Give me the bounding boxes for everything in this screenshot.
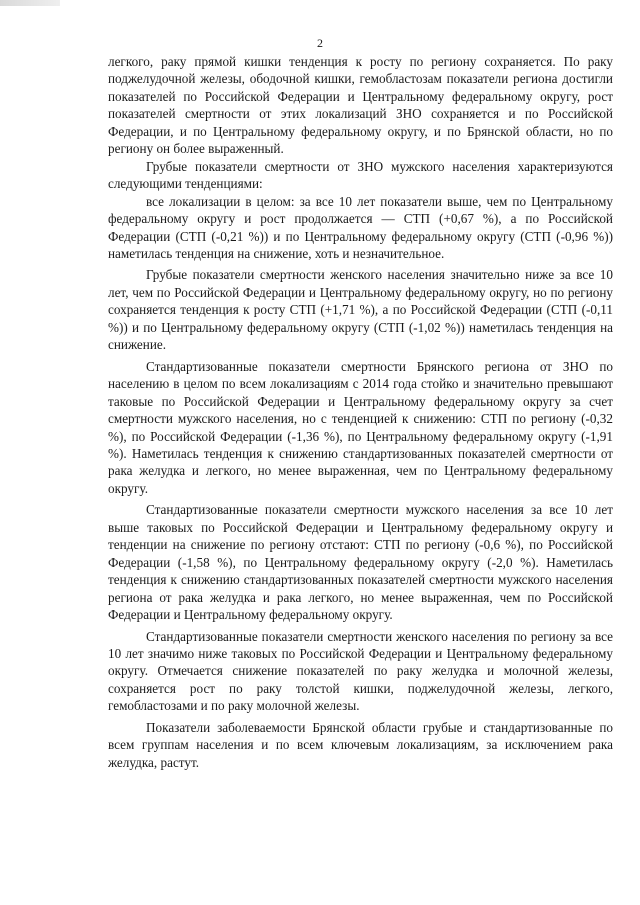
paragraph-standardized-female: Стандартизованные показатели смертности женского населения по региону за все 10 лет значимо ниже таковых по Российской Федерации и Центральному федеральному округу. Отмечается снижение показателей по раку желудка и молочной железы, сохраняется рост по раку толстой кишки, поджелудочной железы, легкого, гемобластозами и по раку молочной железы. [108, 628, 613, 714]
paragraph-continuation: легкого, раку прямой кишки тенденция к росту по региону сохраняется. По раку поджелудочной железы, ободочной кишки, гемобластозам показатели региона достигли показателей по Российской Федерации и Центральному федеральному округу, рост показателей смертности от этих локализаций ЗНО сохраняется и по Российской Федерации, и по Центральному федеральному округу, и по Брянской области, но по региону он более выраженный. [108, 54, 613, 157]
document-body [108, 53, 613, 771]
scan-edge-mark [0, 0, 60, 6]
paragraph-male-crude-all: все локализации в целом: за все 10 лет показатели выше, чем по Центральному федеральному округу и рост продолжается — СТП (+0,67 %), а по Российской Федерации (СТП (-0,21 %)) и по Центральному федеральному округу (СТП (-0,96 %)) наметилась тенденция на снижение, хоть и незначительное. [108, 193, 613, 261]
page-number: 2 [317, 36, 323, 50]
paragraph-standardized-male: Стандартизованные показатели смертности мужского населения за все 10 лет выше таковых по Российской Федерации и Центральному федеральному округу и тенденции на снижение по региону отстают: СТП по региону (-0,6 %), по Российской Федерации (-1,58 %), по Центральному федеральному округу (-2,0 %). Наметилась тенденция к снижению стандартизованных показателей смертности мужского населения региона от рака желудка и рака легкого, но менее выраженная, чем по Российской Федерации и Центральному федеральному округу. [108, 502, 613, 623]
paragraph-standardized-total: Стандартизованные показатели смертности Брянского региона от ЗНО по населению в целом по всем локализациям с 2014 года стойко и значительно превышают таковые по Российской Федерации и Центральному федеральному округу за счет смертности мужского населения, но с тенденцией к снижению: СТП по региону (-0,32 %), по Российской Федерации (-1,36 %), по Центральному федеральному округу (-1,91 %). Наметилась тенденция к снижению стандартизованных показателей смертности от рака желудка и легкого, но менее выраженная, чем по Центральному федеральному округу. [108, 358, 613, 496]
paragraph-male-crude-intro: Грубые показатели смертности от ЗНО мужского населения характеризуются следующими тенденциями: [108, 158, 613, 192]
paragraph-female-crude: Грубые показатели смертности женского населения значительно ниже за все 10 лет, чем по Российской Федерации и Центральному федеральному округу, но по региону сохраняется тенденция к росту СТП (+1,71 %), а по Российской Федерации (СТП (-0,11 %)) и по Центральному федеральному округу (СТП (-1,02 %)) наметилась тенденция на снижение. [108, 267, 613, 353]
paragraph-incidence: Показатели заболеваемости Брянской области грубые и стандартизованные по всем группам населения и по всем ключевым локализациям, за исключением рака желудка, растут. [108, 719, 613, 770]
